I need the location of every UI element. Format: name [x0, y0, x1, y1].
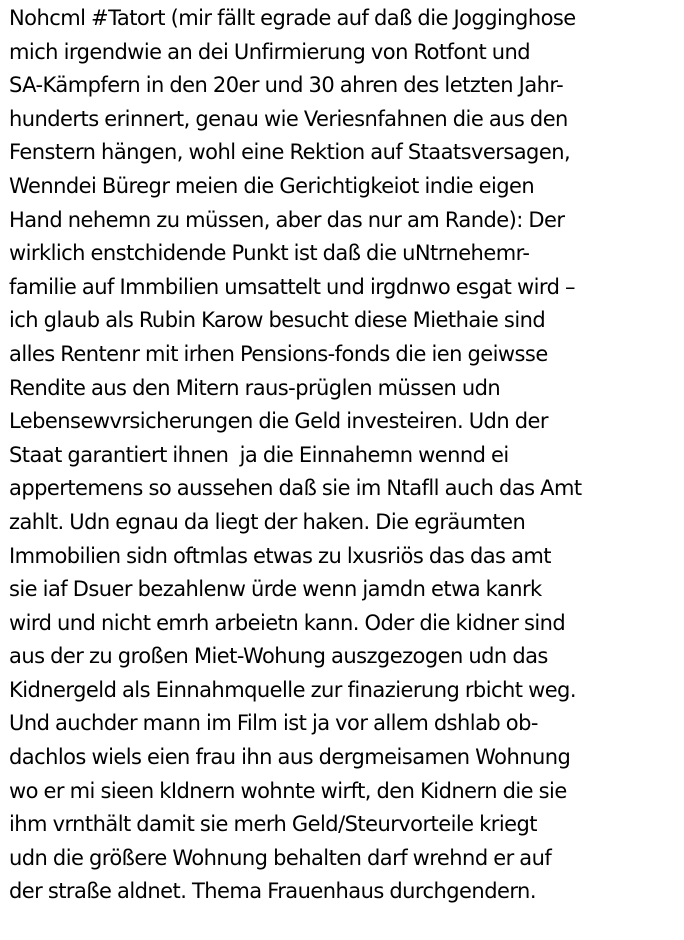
text-line: Kidnergeld als Einnahmquelle zur finazierung rbicht weg. — [9, 677, 576, 702]
text-line: Lebensewvrsicherungen die Geld investeiren. Udn der — [9, 409, 548, 434]
text-line: wirklich enstchidende Punkt ist daß die uNtrnehemr- — [9, 241, 530, 266]
text-line: wo er mi sieen kIdnern wohnte wirft, den Kidnern die sie — [9, 778, 567, 803]
text-line: Immobilien sidn oftmlas etwas zu lxusriös das das amt — [9, 543, 551, 568]
text-line: Fenstern hängen, wohl eine Rektion auf Staatsversagen, — [9, 140, 571, 165]
text-line: SA-Kämpfern in den 20er und 30 ahren des letzten Jahr- — [9, 73, 564, 98]
text-line: der straße aldnet. Thema Frauenhaus durchgendern. — [9, 879, 536, 904]
text-line: ich glaub als Rubin Karow besucht diese Miethaie sind — [9, 308, 546, 333]
text-line: Rendite aus den Mitern raus-prüglen müssen udn — [9, 375, 501, 400]
text-line: Hand nehemn zu müssen, aber das nur am Rande): Der — [9, 207, 565, 232]
text-line: alles Rentenr mit irhen Pensions-fonds die ien geiwsse — [9, 341, 548, 366]
text-line: mich irgendwie an dei Unfirmierung von Rotfont und — [9, 39, 531, 64]
text-line: dachlos wiels eien frau ihn aus dergmeisamen Wohnung — [9, 745, 571, 770]
text-line: zahlt. Udn egnau da liegt der haken. Die egräumten — [9, 509, 526, 534]
text-line: aus der zu großen Miet-Wohung auszgezogen udn das — [9, 644, 548, 669]
text-line: Wenndei Büregr meien die Gerichtigkeiot indie eigen — [9, 173, 535, 198]
text-line: udn die größere Wohnung behalten darf wrehnd er auf — [9, 845, 552, 870]
document-page — [9, 2, 681, 909]
text-line: Nohcml #Tatort (mir fällt egrade auf daß die Jogginghose — [9, 6, 576, 30]
text-line: sie iaf Dsuer bezahlenw ürde wenn jamdn etwa kanrk — [9, 577, 542, 602]
text-line: Staat garantiert ihnen ja die Einnahemn wennd ei — [9, 442, 509, 467]
text-line: wird und nicht emrh arbeietn kann. Oder die kidner sind — [9, 610, 566, 635]
text-line: familie auf Immbilien umsattelt und irgdnwo esgat wird – — [9, 274, 575, 299]
text-line: appertemens so aussehen daß sie im Ntafll auch das Amt — [9, 476, 582, 501]
text-line: hunderts erinnert, genau wie Veriesnfahnen die aus den — [9, 106, 568, 131]
text-line: ihm vrnthält damit sie merh Geld/Steurvorteile kriegt — [9, 812, 537, 837]
text-line: Und auchder mann im Film ist ja vor allem dshlab ob- — [9, 711, 538, 736]
